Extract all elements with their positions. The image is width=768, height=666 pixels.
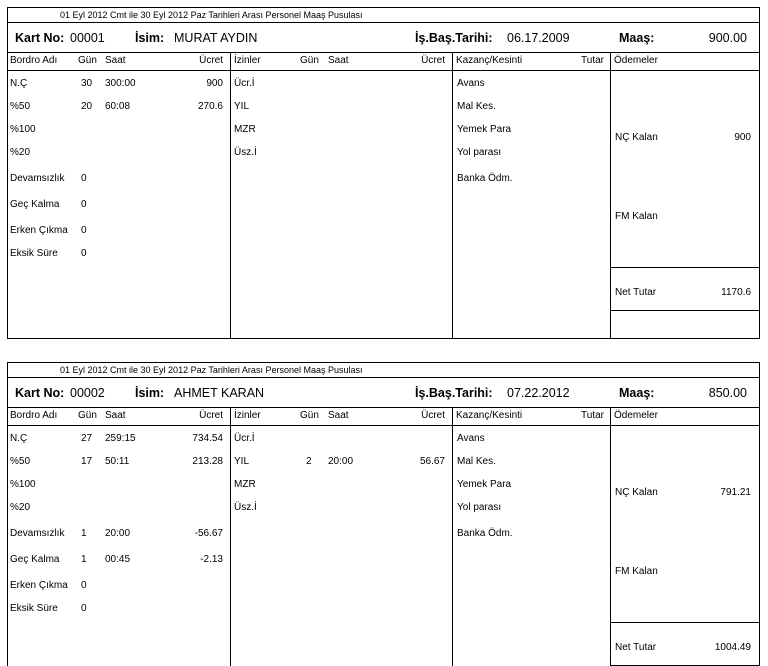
is-baslama-value: 07.22.2012: [507, 386, 570, 400]
bordro-gun: 1: [81, 554, 87, 565]
izin-name: Üsz.İ: [234, 502, 257, 513]
fm-kalan-label: FM Kalan: [615, 566, 658, 577]
kart-no-value: 00001: [70, 31, 105, 45]
kazanc-name: Avans: [457, 433, 485, 444]
bordro-name: %100: [10, 479, 36, 490]
bordro-saat: 259:15: [105, 433, 136, 444]
bordro-gun: 0: [81, 580, 87, 591]
bordro-name: Eksik Süre: [10, 603, 58, 614]
izin-name: MZR: [234, 124, 256, 135]
kart-no-value: 00002: [70, 386, 105, 400]
maas-value: 850.00: [708, 386, 747, 400]
bordro-name: Devamsızlık: [10, 173, 65, 184]
izin-name: YIL: [234, 456, 250, 467]
kazanc-name: Mal Kes.: [457, 456, 496, 467]
bordro-name: Devamsızlık: [10, 528, 65, 539]
col-header-izinler: İzinler: [234, 410, 261, 421]
bordro-ucret: 213.28: [192, 456, 223, 467]
divider: [610, 52, 611, 339]
nc-kalan-value: 791.21: [720, 487, 751, 498]
col-header-saat: Saat: [105, 55, 126, 66]
is-baslama-value: 06.17.2009: [507, 31, 570, 45]
bordro-name: %50: [10, 101, 31, 112]
col-header-izin-ucret: Ücret: [421, 55, 445, 66]
is-baslama-label: İş.Baş.Tarihi:: [415, 31, 493, 45]
bordro-saat: 20:00: [105, 528, 131, 539]
kazanc-name: Banka Ödm.: [457, 528, 513, 539]
izin-name: Üsz.İ: [234, 147, 257, 158]
fm-kalan-label: FM Kalan: [615, 211, 658, 222]
kazanc-name: Yol parası: [457, 147, 502, 158]
col-header-odemeler: Ödemeler: [614, 55, 658, 66]
divider: [610, 622, 759, 623]
divider: [8, 425, 759, 426]
slip-title: 01 Eyl 2012 Cmt ile 30 Eyl 2012 Paz Tarihleri Arası Personel Maaş Pusulası: [60, 10, 363, 20]
col-header-kazanc: Kazanç/Kesinti: [456, 410, 523, 421]
kazanc-name: Mal Kes.: [457, 101, 496, 112]
col-header-tutar: Tutar: [581, 410, 604, 421]
bordro-name: %50: [10, 456, 31, 467]
col-header-izin-gun: Gün: [300, 55, 319, 66]
bordro-saat: 300:00: [105, 78, 136, 89]
izin-name: Ücr.İ: [234, 433, 255, 444]
bordro-gun: 30: [81, 78, 93, 89]
izin-saat: 20:00: [328, 456, 354, 467]
bordro-name: Geç Kalma: [10, 554, 60, 565]
nc-kalan-value: 900: [734, 132, 751, 143]
nc-kalan-label: NÇ Kalan: [615, 487, 658, 498]
divider: [8, 52, 759, 53]
isim-label: İsim:: [135, 386, 165, 400]
nc-kalan-label: NÇ Kalan: [615, 132, 658, 143]
divider: [8, 407, 759, 408]
bordro-saat: 50:11: [105, 456, 130, 467]
col-header-izin-ucret: Ücret: [421, 410, 445, 421]
payslip-1: [7, 7, 760, 339]
net-tutar-label: Net Tutar: [615, 287, 657, 298]
bordro-name: N.Ç: [10, 433, 28, 444]
kart-no-label: Kart No:: [15, 31, 65, 45]
bordro-ucret: -2.13: [200, 554, 223, 565]
bordro-gun: 0: [81, 199, 87, 210]
bordro-gun: 0: [81, 225, 87, 236]
divider: [610, 267, 759, 268]
bordro-gun: 0: [81, 603, 87, 614]
maas-label: Maaş:: [619, 31, 655, 45]
col-header-bordro: Bordro Adı: [10, 410, 58, 421]
net-tutar-value: 1004.49: [714, 642, 751, 653]
bordro-name: Eksik Süre: [10, 248, 58, 259]
col-header-tutar: Tutar: [581, 55, 604, 66]
kazanc-name: Yol parası: [457, 502, 502, 513]
bordro-ucret: 900: [206, 78, 223, 89]
divider: [8, 22, 759, 23]
bordro-name: Erken Çıkma: [10, 580, 68, 591]
bordro-name: %20: [10, 147, 31, 158]
bordro-ucret: -56.67: [194, 528, 223, 539]
izin-name: MZR: [234, 479, 256, 490]
col-header-izin-saat: Saat: [328, 410, 349, 421]
net-tutar-label: Net Tutar: [615, 642, 657, 653]
divider: [452, 407, 453, 666]
col-header-ucret: Ücret: [199, 410, 223, 421]
isim-value: AHMET KARAN: [174, 386, 265, 400]
kazanc-name: Yemek Para: [457, 124, 512, 135]
divider: [452, 52, 453, 339]
col-header-izin-saat: Saat: [328, 55, 349, 66]
bordro-name: Geç Kalma: [10, 199, 60, 210]
bordro-gun: 27: [81, 433, 93, 444]
payslip-2: [7, 362, 760, 666]
divider: [230, 52, 231, 339]
divider: [610, 407, 611, 666]
bordro-gun: 1: [81, 528, 87, 539]
col-header-ucret: Ücret: [199, 55, 223, 66]
slip-title: 01 Eyl 2012 Cmt ile 30 Eyl 2012 Paz Tarihleri Arası Personel Maaş Pusulası: [60, 365, 363, 375]
bordro-saat: 00:45: [105, 554, 131, 565]
col-header-kazanc: Kazanç/Kesinti: [456, 55, 523, 66]
isim-value: MURAT AYDIN: [174, 31, 258, 45]
col-header-bordro: Bordro Adı: [10, 55, 58, 66]
bordro-name: %20: [10, 502, 31, 513]
kazanc-name: Yemek Para: [457, 479, 512, 490]
izin-ucret: 56.67: [419, 456, 445, 467]
col-header-gun: Gün: [78, 410, 97, 421]
divider: [610, 310, 759, 311]
izin-name: Ücr.İ: [234, 78, 255, 89]
is-baslama-label: İş.Baş.Tarihi:: [415, 386, 493, 400]
izin-gun: 2: [306, 456, 312, 467]
col-header-saat: Saat: [105, 410, 126, 421]
isim-label: İsim:: [135, 31, 165, 45]
divider: [8, 377, 759, 378]
kart-no-label: Kart No:: [15, 386, 65, 400]
bordro-name: Erken Çıkma: [10, 225, 68, 236]
divider: [230, 407, 231, 666]
bordro-saat: 60:08: [105, 101, 131, 112]
bordro-ucret: 734.54: [192, 433, 223, 444]
divider: [8, 70, 759, 71]
maas-label: Maaş:: [619, 386, 655, 400]
col-header-izin-gun: Gün: [300, 410, 319, 421]
col-header-izinler: İzinler: [234, 55, 261, 66]
bordro-gun: 20: [81, 101, 93, 112]
kazanc-name: Avans: [457, 78, 485, 89]
net-tutar-value: 1170.6: [721, 287, 751, 298]
bordro-name: %100: [10, 124, 36, 135]
kazanc-name: Banka Ödm.: [457, 173, 513, 184]
bordro-gun: 0: [81, 248, 87, 259]
col-header-odemeler: Ödemeler: [614, 410, 658, 421]
col-header-gun: Gün: [78, 55, 97, 66]
maas-value: 900.00: [708, 31, 747, 45]
bordro-name: N.Ç: [10, 78, 28, 89]
bordro-gun: 17: [81, 456, 93, 467]
bordro-ucret: 270.6: [197, 101, 223, 112]
izin-name: YIL: [234, 101, 250, 112]
bordro-gun: 0: [81, 173, 87, 184]
